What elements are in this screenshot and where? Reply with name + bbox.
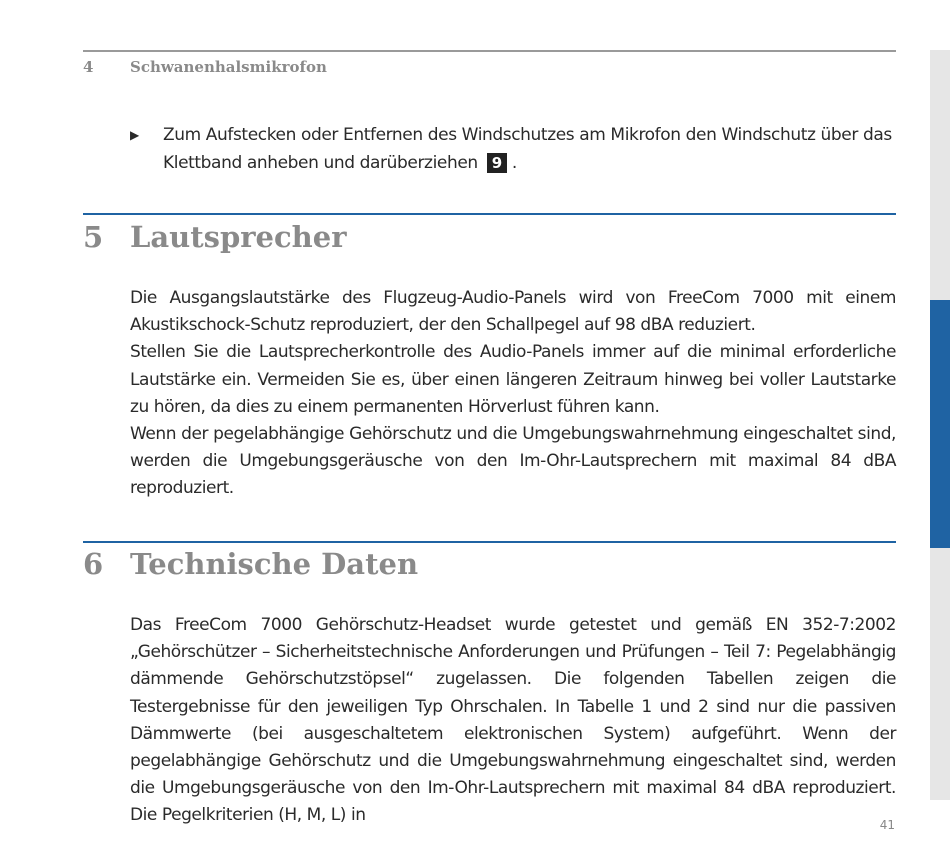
bullet-text: Zum Aufstecken oder Entfernen des Windschutzes am Mikrofon den Windschutz über das Klettband anheben und darüberziehen 9 . xyxy=(163,125,892,173)
running-header xyxy=(83,58,327,76)
header-chapter-number: 4 xyxy=(83,58,94,76)
section-6-body xyxy=(130,612,896,830)
section-6-number: 6 xyxy=(83,547,104,581)
section-5-title: Lautsprecher xyxy=(130,220,347,254)
header-chapter-title: Schwanenhalsmikrofon xyxy=(130,58,327,76)
header-rule xyxy=(83,50,896,52)
section-5-heading xyxy=(83,220,346,254)
instruction-bullet xyxy=(130,121,896,177)
section-5-body xyxy=(130,285,896,503)
section-6-rule xyxy=(83,541,896,543)
paragraph: Stellen Sie die Lautsprecherkontrolle des Audio-Panels immer auf die minimal erforderliche Lautstärke ein. Vermeiden Sie es, über einen längeren Zeitraum hinweg bei voller Lautstarke zu hören, da dies zu einem permanenten Hörverlust führen kann. xyxy=(130,342,896,417)
section-5-rule xyxy=(83,213,896,215)
section-5-number: 5 xyxy=(83,220,104,254)
page-number: 41 xyxy=(879,818,895,832)
section-6-heading xyxy=(83,547,418,581)
bullet-triangle-icon: ▶ xyxy=(130,128,139,142)
paragraph: Wenn der pegelabhängige Gehörschutz und die Umgebungswahrnehmung eingeschaltet sind, werden die Umgebungsgeräusche von den Im-Ohr-Lautsprechern mit maximal 84 dBA reproduziert. xyxy=(130,424,896,499)
section-6-title: Technische Daten xyxy=(130,547,419,581)
paragraph: Die Ausgangslautstärke des Flugzeug-Audio-Panels wird von FreeCom 7000 mit einem Akustikschock-Schutz reproduziert, der den Schallpegel auf 98 dBA reduziert. xyxy=(130,288,896,336)
chapter-tab-marker xyxy=(930,300,950,548)
paragraph: Das FreeCom 7000 Gehörschutz-Headset wurde getestet und gemäß EN 352-7:2002 „Gehörschützer – Sicherheitstechnische Anforderungen und Prüfungen – Teil 7: Pegelabhängig dämmende Gehörschutzstöpsel“ zugelassen. Die folgenden Tabellen zeigen die Testergebnisse für den jeweiligen Typ Ohrschalen. In Tabelle 1 und 2 sind nur die passiven Dämmwerte (bei ausgeschaltetem elektronischen System) aufgeführt. Wenn der pegelabhängige Gehörschutz und die Umgebungswahrnehmung eingeschaltet sind, werden die Umgebungsgeräusche von den Im-Ohr-Lautsprechern mit maximal 84 dBA reproduziert. Die Pegelkriterien (H, M, L) in xyxy=(130,615,896,826)
figure-reference-badge: 9 xyxy=(487,153,507,173)
